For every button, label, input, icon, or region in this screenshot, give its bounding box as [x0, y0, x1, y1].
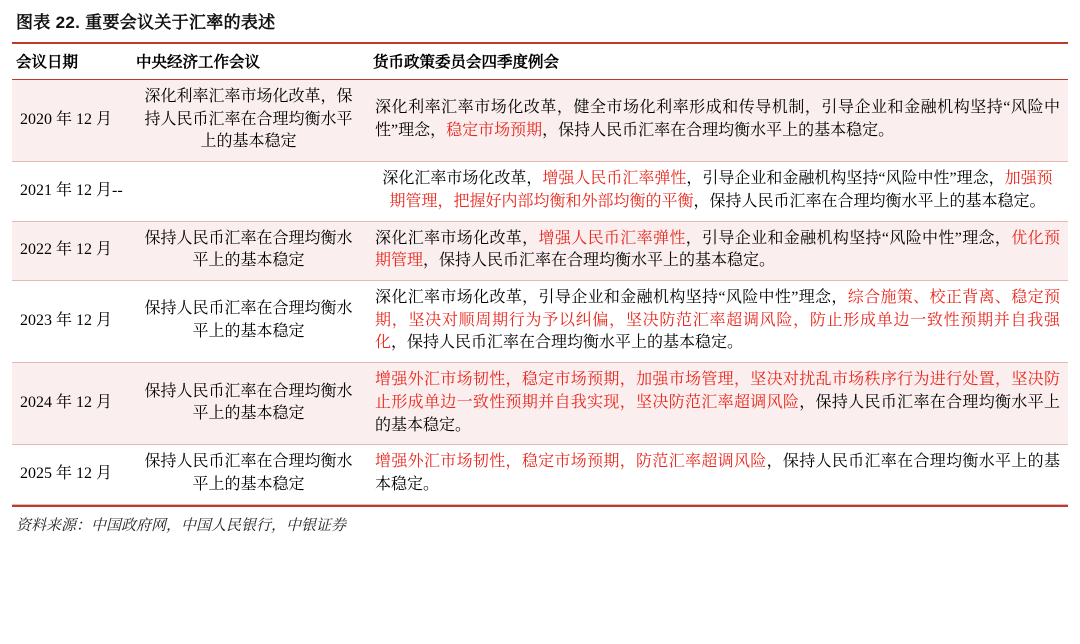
statement-text: ，引导企业和金融机构坚持“风险中性”理念，	[686, 170, 1005, 188]
exchange-rate-statements-table	[12, 44, 1068, 505]
highlighted-text: 增强外汇市场韧性，稳定市场预期，防范汇率超调风险	[375, 453, 767, 471]
cell-cewc-statement: 保持人民币汇率在合理均衡水平上的基本稳定	[130, 445, 367, 504]
column-header-mpc: 货币政策委员会四季度例会	[367, 44, 1068, 80]
statement-text: 深化汇率市场化改革，	[382, 170, 543, 188]
cell-mpc-statement	[367, 80, 1068, 162]
statement-text: 深化汇率市场化改革，引导企业和金融机构坚持“风险中性”理念，	[375, 289, 848, 307]
statement-text: 深化汇率市场化改革，	[375, 229, 539, 247]
cell-meeting-date: 2024 年 12 月	[12, 363, 130, 445]
highlighted-text: 增强人民币汇率弹性	[542, 170, 687, 188]
highlighted-text: 增强外汇市场韧性，稳定市场预期，加强市场管理，坚决对扰乱市场秩序行为进行处置，坚决防止形成单边一致性预期并自我实现，坚决防范汇率超调风险	[375, 371, 1060, 411]
table-row	[12, 445, 1068, 504]
cell-cewc-statement: 保持人民币汇率在合理均衡水平上的基本稳定	[130, 221, 367, 280]
statement-text: ，引导企业和金融机构坚持“风险中性”理念，	[685, 229, 1012, 247]
statement-text: ，保持人民币汇率在合理均衡水平上的基本稳定。	[423, 252, 776, 270]
cell-mpc-statement	[367, 281, 1068, 363]
column-header-cewc: 中央经济工作会议	[130, 44, 367, 80]
highlighted-text: 综合施策、校正背离、稳定预期，坚决对顺周期行为予以纠偏，坚决防范汇率超调风险，防止形成单边一致性预期并自我强化	[375, 289, 1060, 352]
cell-meeting-date: 2023 年 12 月	[12, 281, 130, 363]
statement-text: ，保持人民币汇率在合理均衡水平上的基本稳定。	[391, 334, 744, 352]
highlighted-text: 稳定市场预期	[446, 122, 543, 140]
cell-meeting-date: 2021 年 12 月--	[12, 162, 130, 221]
cell-cewc-statement: 保持人民币汇率在合理均衡水平上的基本稳定	[130, 281, 367, 363]
cell-cewc-statement: 保持人民币汇率在合理均衡水平上的基本稳定	[130, 363, 367, 445]
column-header-date: 会议日期	[12, 44, 130, 80]
table-body	[12, 80, 1068, 505]
table-row	[12, 162, 1068, 221]
table-row	[12, 363, 1068, 445]
table-row	[12, 221, 1068, 280]
statement-text: ，保持人民币汇率在合理均衡水平上的基本稳定。	[542, 122, 895, 140]
page-title: 图表 22. 重要会议关于汇率的表述	[16, 13, 276, 32]
cell-meeting-date: 2022 年 12 月	[12, 221, 130, 280]
statement-text: ，保持人民币汇率在合理均衡水平上的基本稳定。	[375, 393, 1060, 434]
table-row	[12, 281, 1068, 363]
table-header-row	[12, 44, 1068, 80]
cell-mpc-statement	[367, 162, 1068, 221]
highlighted-text: 加强预期管理，把握好内部均衡和外部均衡的平衡	[389, 170, 1053, 210]
cell-mpc-statement	[367, 445, 1068, 504]
statement-text: ，保持人民币汇率在合理均衡水平上的基本稳定。	[375, 453, 1060, 494]
cell-mpc-statement	[367, 363, 1068, 445]
highlighted-text: 优化预期管理	[375, 229, 1060, 270]
source-note: 资料来源：中国政府网，中国人民银行，中银证券	[16, 517, 347, 534]
cell-cewc-statement: 深化利率汇率市场化改革，保持人民币汇率在合理均衡水平上的基本稳定	[130, 80, 367, 162]
cell-mpc-statement	[367, 221, 1068, 280]
highlighted-text: 增强人民币汇率弹性	[538, 229, 686, 247]
table-row	[12, 80, 1068, 162]
cell-meeting-date: 2020 年 12 月	[12, 80, 130, 162]
statement-text: 深化利率汇率市场化改革，健全市场化利率形成和传导机制，引导企业和金融机构坚持“风险中性”理念，	[375, 99, 1060, 140]
cell-cewc-statement	[130, 162, 367, 221]
cell-meeting-date: 2025 年 12 月	[12, 445, 130, 504]
statement-text: ，保持人民币汇率在合理均衡水平上的基本稳定。	[693, 192, 1046, 210]
